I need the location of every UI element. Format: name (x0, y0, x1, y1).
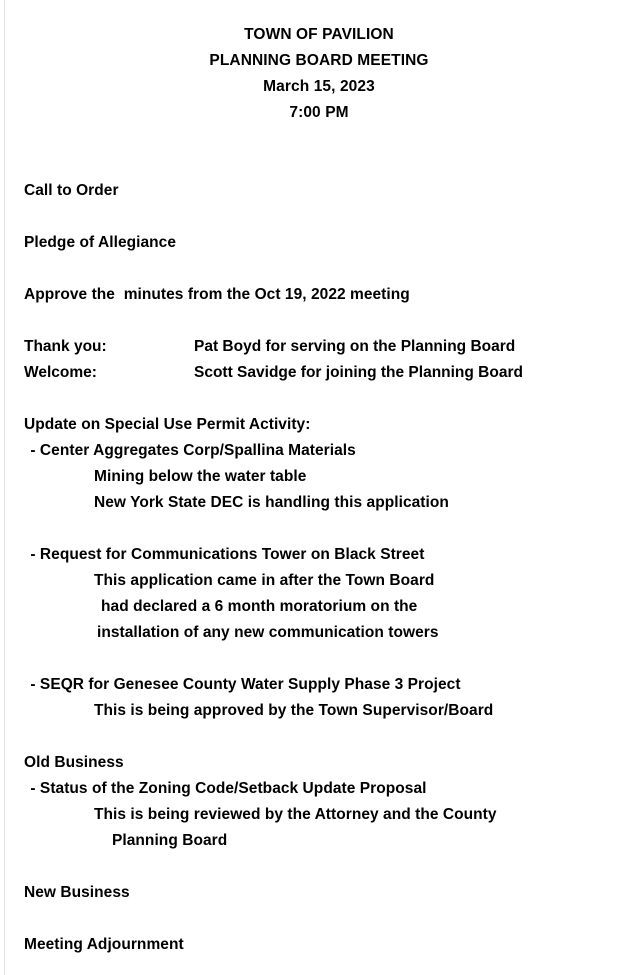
agenda-heading-old-business: Old Business (24, 754, 124, 771)
spacer (0, 646, 628, 672)
thank-you-label: Thank you: (24, 338, 107, 355)
spacer (0, 724, 628, 750)
agenda-subitem-zoning-code-setback: - Status of the Zoning Code/Setback Update Proposal (26, 780, 427, 797)
agenda-item-call-to-order: Call to Order (24, 182, 119, 199)
agenda-heading-new-business: New Business (24, 884, 130, 901)
agenda-detail-reviewed-by-attorney: This is being reviewed by the Attorney and the County (94, 806, 497, 823)
agenda-subitem-communications-tower: - Request for Communications Tower on Black Street (26, 546, 425, 563)
heading-time: 7:00 PM (289, 104, 349, 121)
agenda-detail-moratorium-declared: had declared a 6 month moratorium on the (101, 598, 418, 615)
spacer (0, 126, 628, 152)
agenda-detail-approved-by-town-supervisor: This is being approved by the Town Supervisor/Board (94, 702, 494, 719)
agenda-heading-special-use-permit: Update on Special Use Permit Activity: (24, 416, 311, 433)
agenda-detail-planning-board: Planning Board (112, 832, 228, 849)
agenda-detail-installation-new-towers: installation of any new communication towers (97, 624, 439, 641)
agenda-detail-dec-handling-application: New York State DEC is handling this application (94, 494, 449, 511)
document-heading-block (0, 22, 628, 126)
spacer (0, 308, 628, 334)
spacer (0, 386, 628, 412)
spacer (0, 906, 628, 932)
agenda-detail-application-after-town-board: This application came in after the Town Board (94, 572, 435, 589)
spacer (0, 256, 628, 282)
agenda-detail-mining-below-water-table: Mining below the water table (94, 468, 307, 485)
welcome-label: Welcome: (24, 364, 97, 381)
spacer (0, 516, 628, 542)
spacer (0, 854, 628, 880)
spacer (0, 204, 628, 230)
welcome-value: Scott Savidge for joining the Planning Board (194, 364, 523, 381)
agenda-row-welcome (24, 360, 628, 386)
agenda-subitem-center-aggregates: - Center Aggregates Corp/Spallina Materials (26, 442, 356, 459)
agenda-subitem-seqr-water-supply: - SEQR for Genesee County Water Supply Phase 3 Project (26, 676, 461, 693)
heading-date: March 15, 2023 (263, 78, 375, 95)
thank-you-value: Pat Boyd for serving on the Planning Board (194, 338, 516, 355)
heading-body-name: PLANNING BOARD MEETING (209, 52, 429, 69)
agenda-row-thank-you (24, 334, 628, 360)
agenda-item-approve-minutes: Approve the minutes from the Oct 19, 2022 meeting (24, 286, 410, 303)
agenda-item-pledge-of-allegiance: Pledge of Allegiance (24, 234, 177, 251)
agenda-item-meeting-adjournment: Meeting Adjournment (24, 936, 184, 953)
heading-organization: TOWN OF PAVILION (244, 26, 394, 43)
spacer (0, 152, 628, 178)
